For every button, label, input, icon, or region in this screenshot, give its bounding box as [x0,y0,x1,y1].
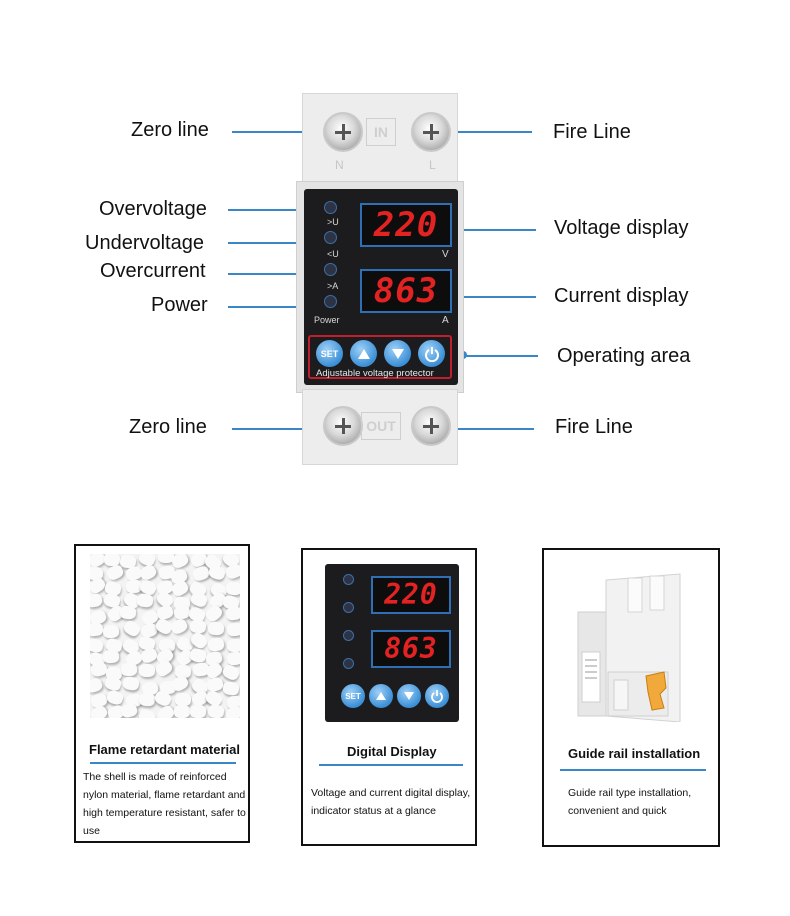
led-icon [343,658,354,669]
out-label: OUT [361,412,401,440]
mini-voltage-reading: 220 [384,578,438,611]
indicator-label-over-a: >A [327,281,339,291]
power-label: Power [314,315,340,325]
pellet [224,562,240,580]
label-fire-line-bottom: Fire Line [555,416,633,438]
down-arrow-icon [391,348,405,360]
terminal-screw-n-icon [323,406,363,446]
pellet [103,624,120,638]
feature-card-display [301,548,477,846]
label-zero-line-bottom: Zero line [129,416,207,438]
pellet [138,664,154,677]
card-divider [560,769,706,771]
indicator-label-over-u: >U [327,217,339,227]
device-top-housing [302,93,458,183]
pellet [189,590,209,608]
pellet [90,593,103,609]
overvoltage-led-icon [324,201,337,214]
feature-card-material [74,544,250,843]
pellet [90,622,103,637]
undervoltage-led-icon [324,231,337,244]
feature-card-rail [542,548,720,847]
in-label: IN [366,118,396,146]
pellet [227,639,241,652]
terminal-letter-l: L [429,158,436,172]
label-power: Power [151,294,208,316]
label-voltage-display: Voltage display [554,217,689,239]
pellet [224,704,240,718]
label-overvoltage: Overvoltage [99,198,207,220]
current-display [360,269,452,313]
label-fire-line-top: Fire Line [553,121,631,143]
device-caption: Adjustable voltage protector [316,368,434,379]
pellet [138,693,155,707]
pellet [103,650,120,664]
mini-up-arrow-icon [369,684,393,708]
pellet [227,622,240,637]
pellet [120,703,138,718]
mini-down-arrow-icon [397,684,421,708]
pellet [105,689,124,706]
terminal-letter-n: N [335,158,344,172]
card-divider [90,762,236,764]
up-arrow-icon [357,348,371,360]
pellet [221,663,240,682]
label-zero-line-top: Zero line [131,119,209,141]
display-panel-image [325,564,459,722]
pellet [136,593,153,608]
card-description: Guide rail type installation, convenient and quick [568,787,692,817]
power-button[interactable] [418,340,445,367]
pellet [169,618,189,637]
card-description: Voltage and current digital display, indicator status at a glance [311,787,471,817]
voltage-protector-device [296,93,464,465]
pellet [190,705,206,718]
down-button[interactable] [384,340,411,367]
label-overcurrent: Overcurrent [100,260,206,282]
pellet [207,622,224,636]
led-icon [343,602,354,613]
terminal-screw-l-icon [411,112,451,152]
card-title: Flame retardant material [89,742,241,757]
mini-current-display [371,630,451,668]
terminal-screw-n-icon [323,112,363,152]
mini-current-reading: 863 [384,632,438,665]
pellet [226,581,240,595]
pellet [225,605,240,620]
mini-voltage-display [371,576,451,614]
set-button[interactable]: SET [316,340,343,367]
pellet [137,707,157,718]
mini-power-icon [425,684,449,708]
operating-area [308,335,452,379]
pellet [90,677,104,694]
pellet [207,637,225,652]
power-led-icon [324,295,337,308]
current-reading: 863 [373,271,439,311]
label-current-display: Current display [554,285,689,307]
card-description: The shell is made of reinforced nylon material, flame retardant and high temperature resistant, safer to use [83,771,246,837]
label-undervoltage: Undervoltage [85,232,204,254]
led-icon [343,574,354,585]
led-icon [343,630,354,641]
voltage-unit: V [442,249,449,260]
card-divider [319,764,463,766]
overcurrent-led-icon [324,263,337,276]
pellet [122,676,140,692]
card-title: Guide rail installation [568,746,701,761]
pellet [208,704,225,718]
terminal-screw-l-icon [411,406,451,446]
pellet [227,651,240,666]
up-button[interactable] [350,340,377,367]
label-operating-area: Operating area [557,345,691,367]
guide-rail-device-image [568,572,698,722]
pellet [222,680,240,696]
voltage-reading: 220 [373,205,439,245]
pellet [154,659,175,679]
control-panel [304,189,458,385]
leader-operating-area [462,355,538,357]
device-bottom-housing [302,389,458,465]
pellet [120,663,136,676]
pellet [174,705,190,718]
indicator-label-under-u: <U [327,249,339,259]
pellet [120,606,137,620]
power-icon [424,346,440,362]
mini-set-button: SET [341,684,365,708]
current-unit: A [442,315,449,326]
nylon-pellets-image [90,554,240,718]
pellet [189,647,208,663]
voltage-display [360,203,452,247]
card-title: Digital Display [347,744,437,759]
pellet [155,704,176,718]
pellet [138,563,158,582]
pellet [207,564,227,582]
